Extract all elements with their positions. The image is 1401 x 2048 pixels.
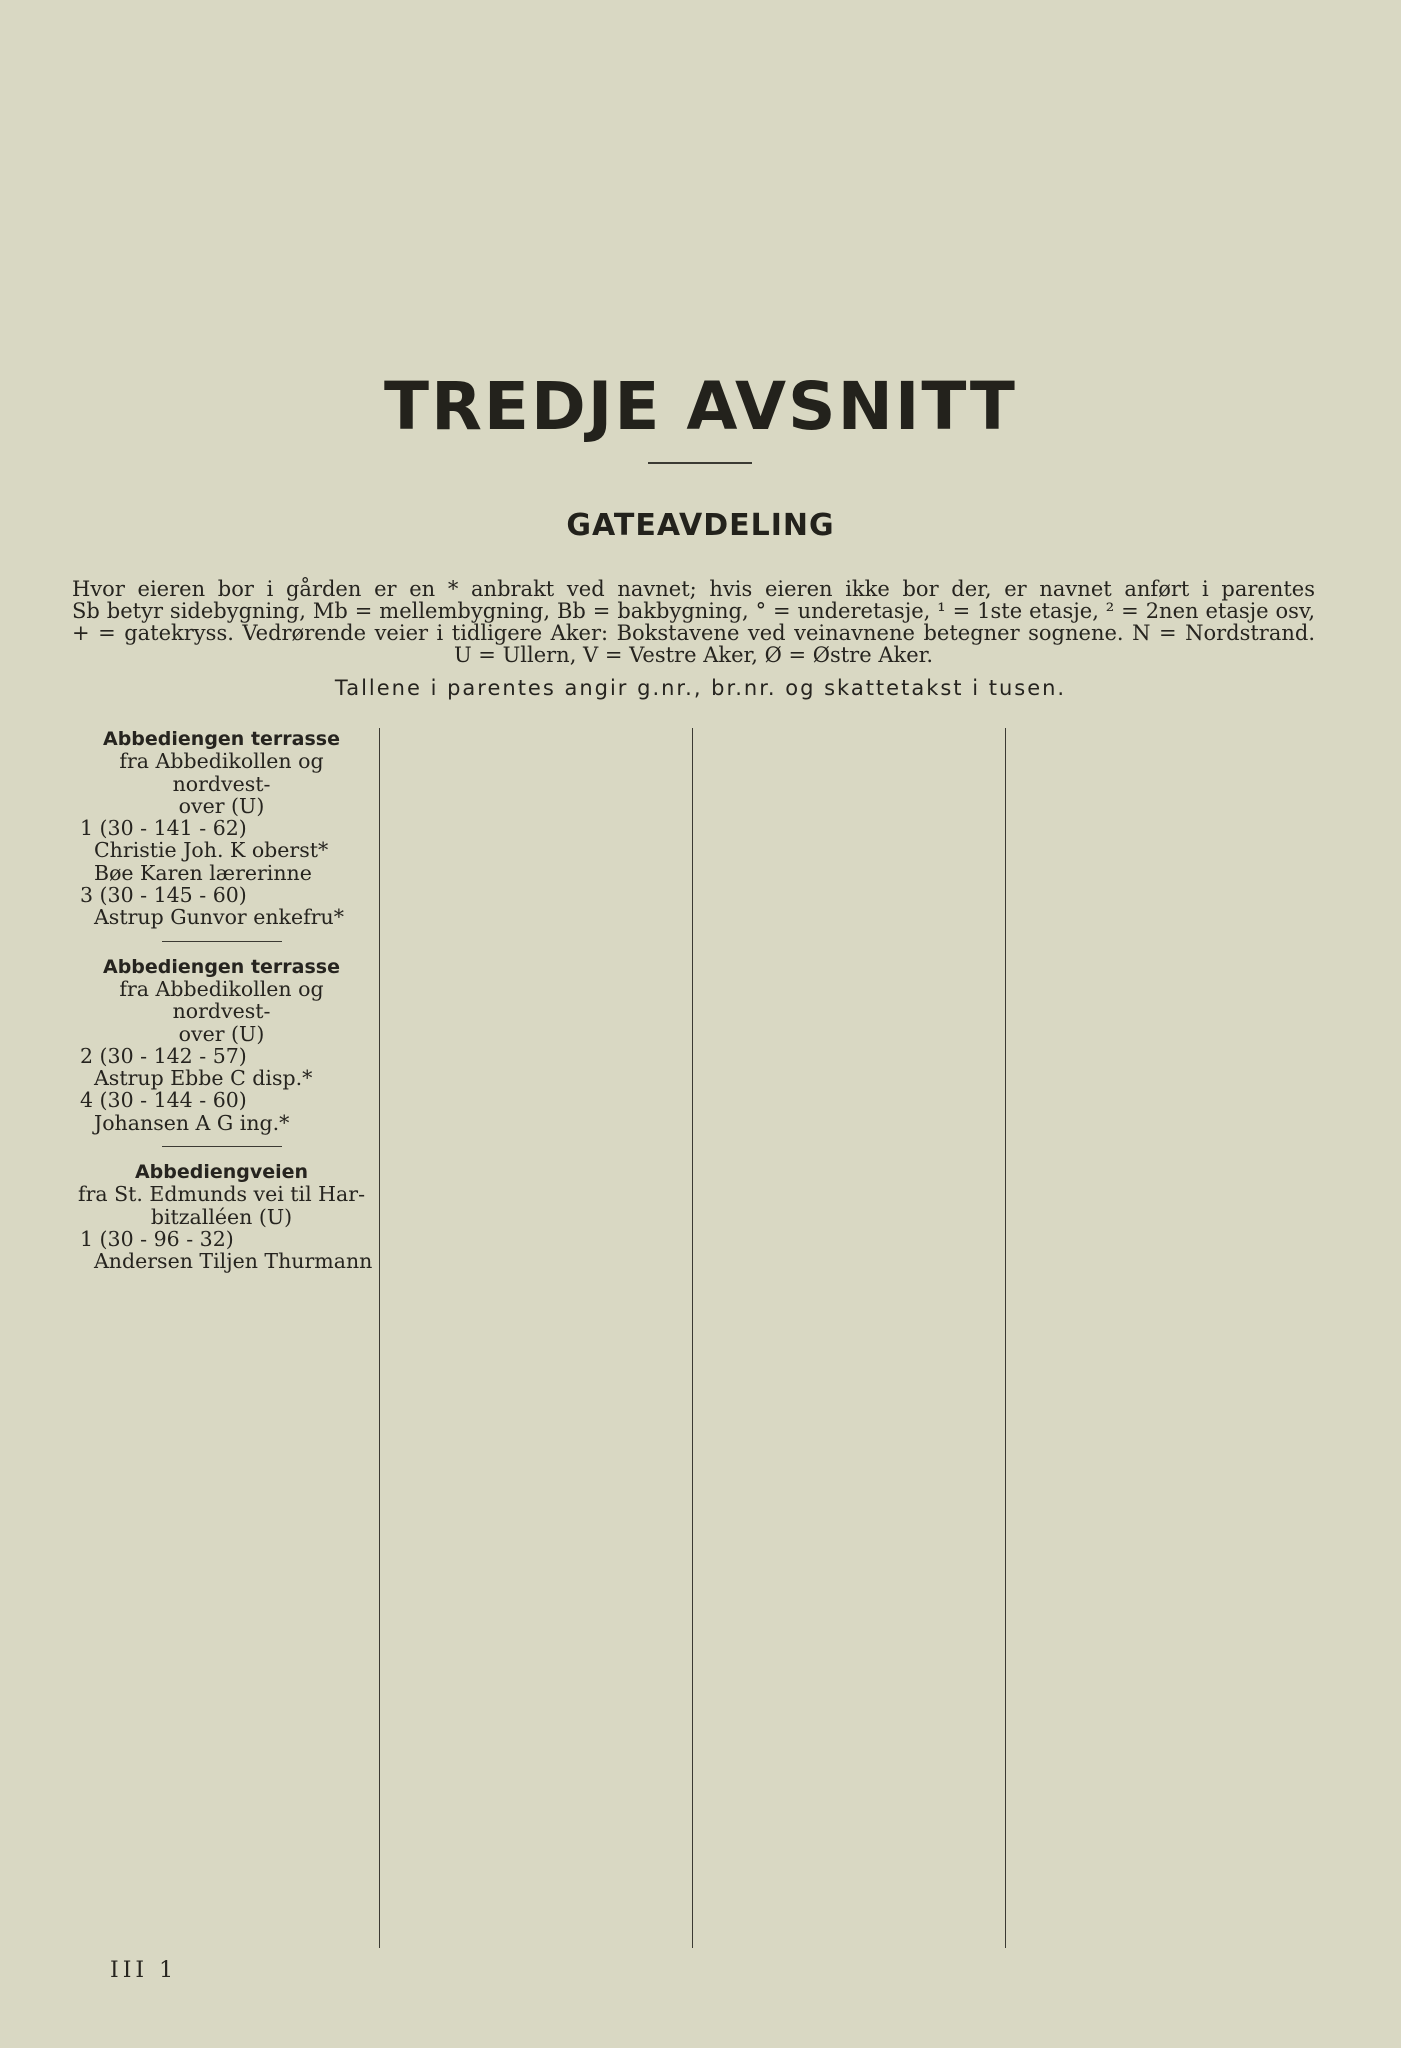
street-extent: fra Abbedikollen og nordvest- [119, 749, 324, 796]
resident-name: Johansen A G ing.* [94, 1110, 290, 1135]
section-title: GATEAVDELING [566, 508, 835, 543]
intro-note: Tallene i parentes angir g.nr., br.nr. og skattetakst i tusen. [334, 676, 1067, 700]
resident-name: Astrup Gunvor enkefru* [94, 905, 344, 930]
intro-line: Sb betyr sidebygning, Mb = mellembygning, Bb = bakbygning, ° = underetasje, ¹ = 1ste etasje, ² = 2nen etasje osv, [72, 599, 1315, 623]
resident-name: Astrup Ebbe C disp.* [94, 1066, 313, 1091]
street-extent: fra Abbedikollen og nordvest- [119, 976, 324, 1024]
house-number: 4 (30 - 144 - 60) [80, 1088, 247, 1113]
intro-paragraph [72, 578, 1315, 666]
title-rule [648, 462, 752, 464]
resident-name: Bøe Karen lærerinne [94, 860, 312, 885]
intro-line: U = Ullern, V = Vestre Aker, Ø = Østre Aker. [453, 643, 934, 667]
street-extent: over (U) [178, 793, 265, 818]
street-heading: Abbediengen terrasse [103, 955, 340, 978]
main-title: TREDJE AVSNITT [384, 368, 1017, 445]
street-extent: fra St. Edmunds vei til Har- [77, 1182, 365, 1207]
section-divider [162, 941, 282, 942]
directory-column-4 [1005, 728, 1318, 1948]
directory-column-2 [379, 728, 692, 1948]
street-heading: Abbediengen terrasse [103, 728, 340, 750]
resident-name: Andersen Tiljen Thurmann [94, 1249, 373, 1274]
house-number: 1 (30 - 96 - 32) [80, 1226, 234, 1251]
page-footer: III 1 [110, 1958, 178, 1983]
section-divider [162, 1146, 282, 1147]
directory-column-3 [692, 728, 1005, 1948]
house-number: 3 (30 - 145 - 60) [80, 883, 247, 908]
resident-name: Christie Joh. K oberst* [94, 838, 329, 863]
intro-line: + = gatekryss. Vedrørende veier i tidligere Aker: Bokstavene ved veinavnene betegner sognene. N = Nordstrand. [72, 621, 1315, 645]
street-extent: over (U) [178, 1021, 265, 1046]
street-extent: bitzalléen (U) [150, 1204, 293, 1229]
directory-columns [66, 728, 1320, 1948]
directory-column-1 [66, 728, 379, 1948]
house-number: 2 (30 - 142 - 57) [80, 1043, 247, 1068]
intro-line: Hvor eieren bor i gården er en * anbrakt ved navnet; hvis eieren ikke bor der, er navnet anført i parentes [72, 577, 1315, 601]
street-heading: Abbediengveien [134, 1161, 309, 1184]
house-number: 1 (30 - 141 - 62) [80, 816, 247, 841]
